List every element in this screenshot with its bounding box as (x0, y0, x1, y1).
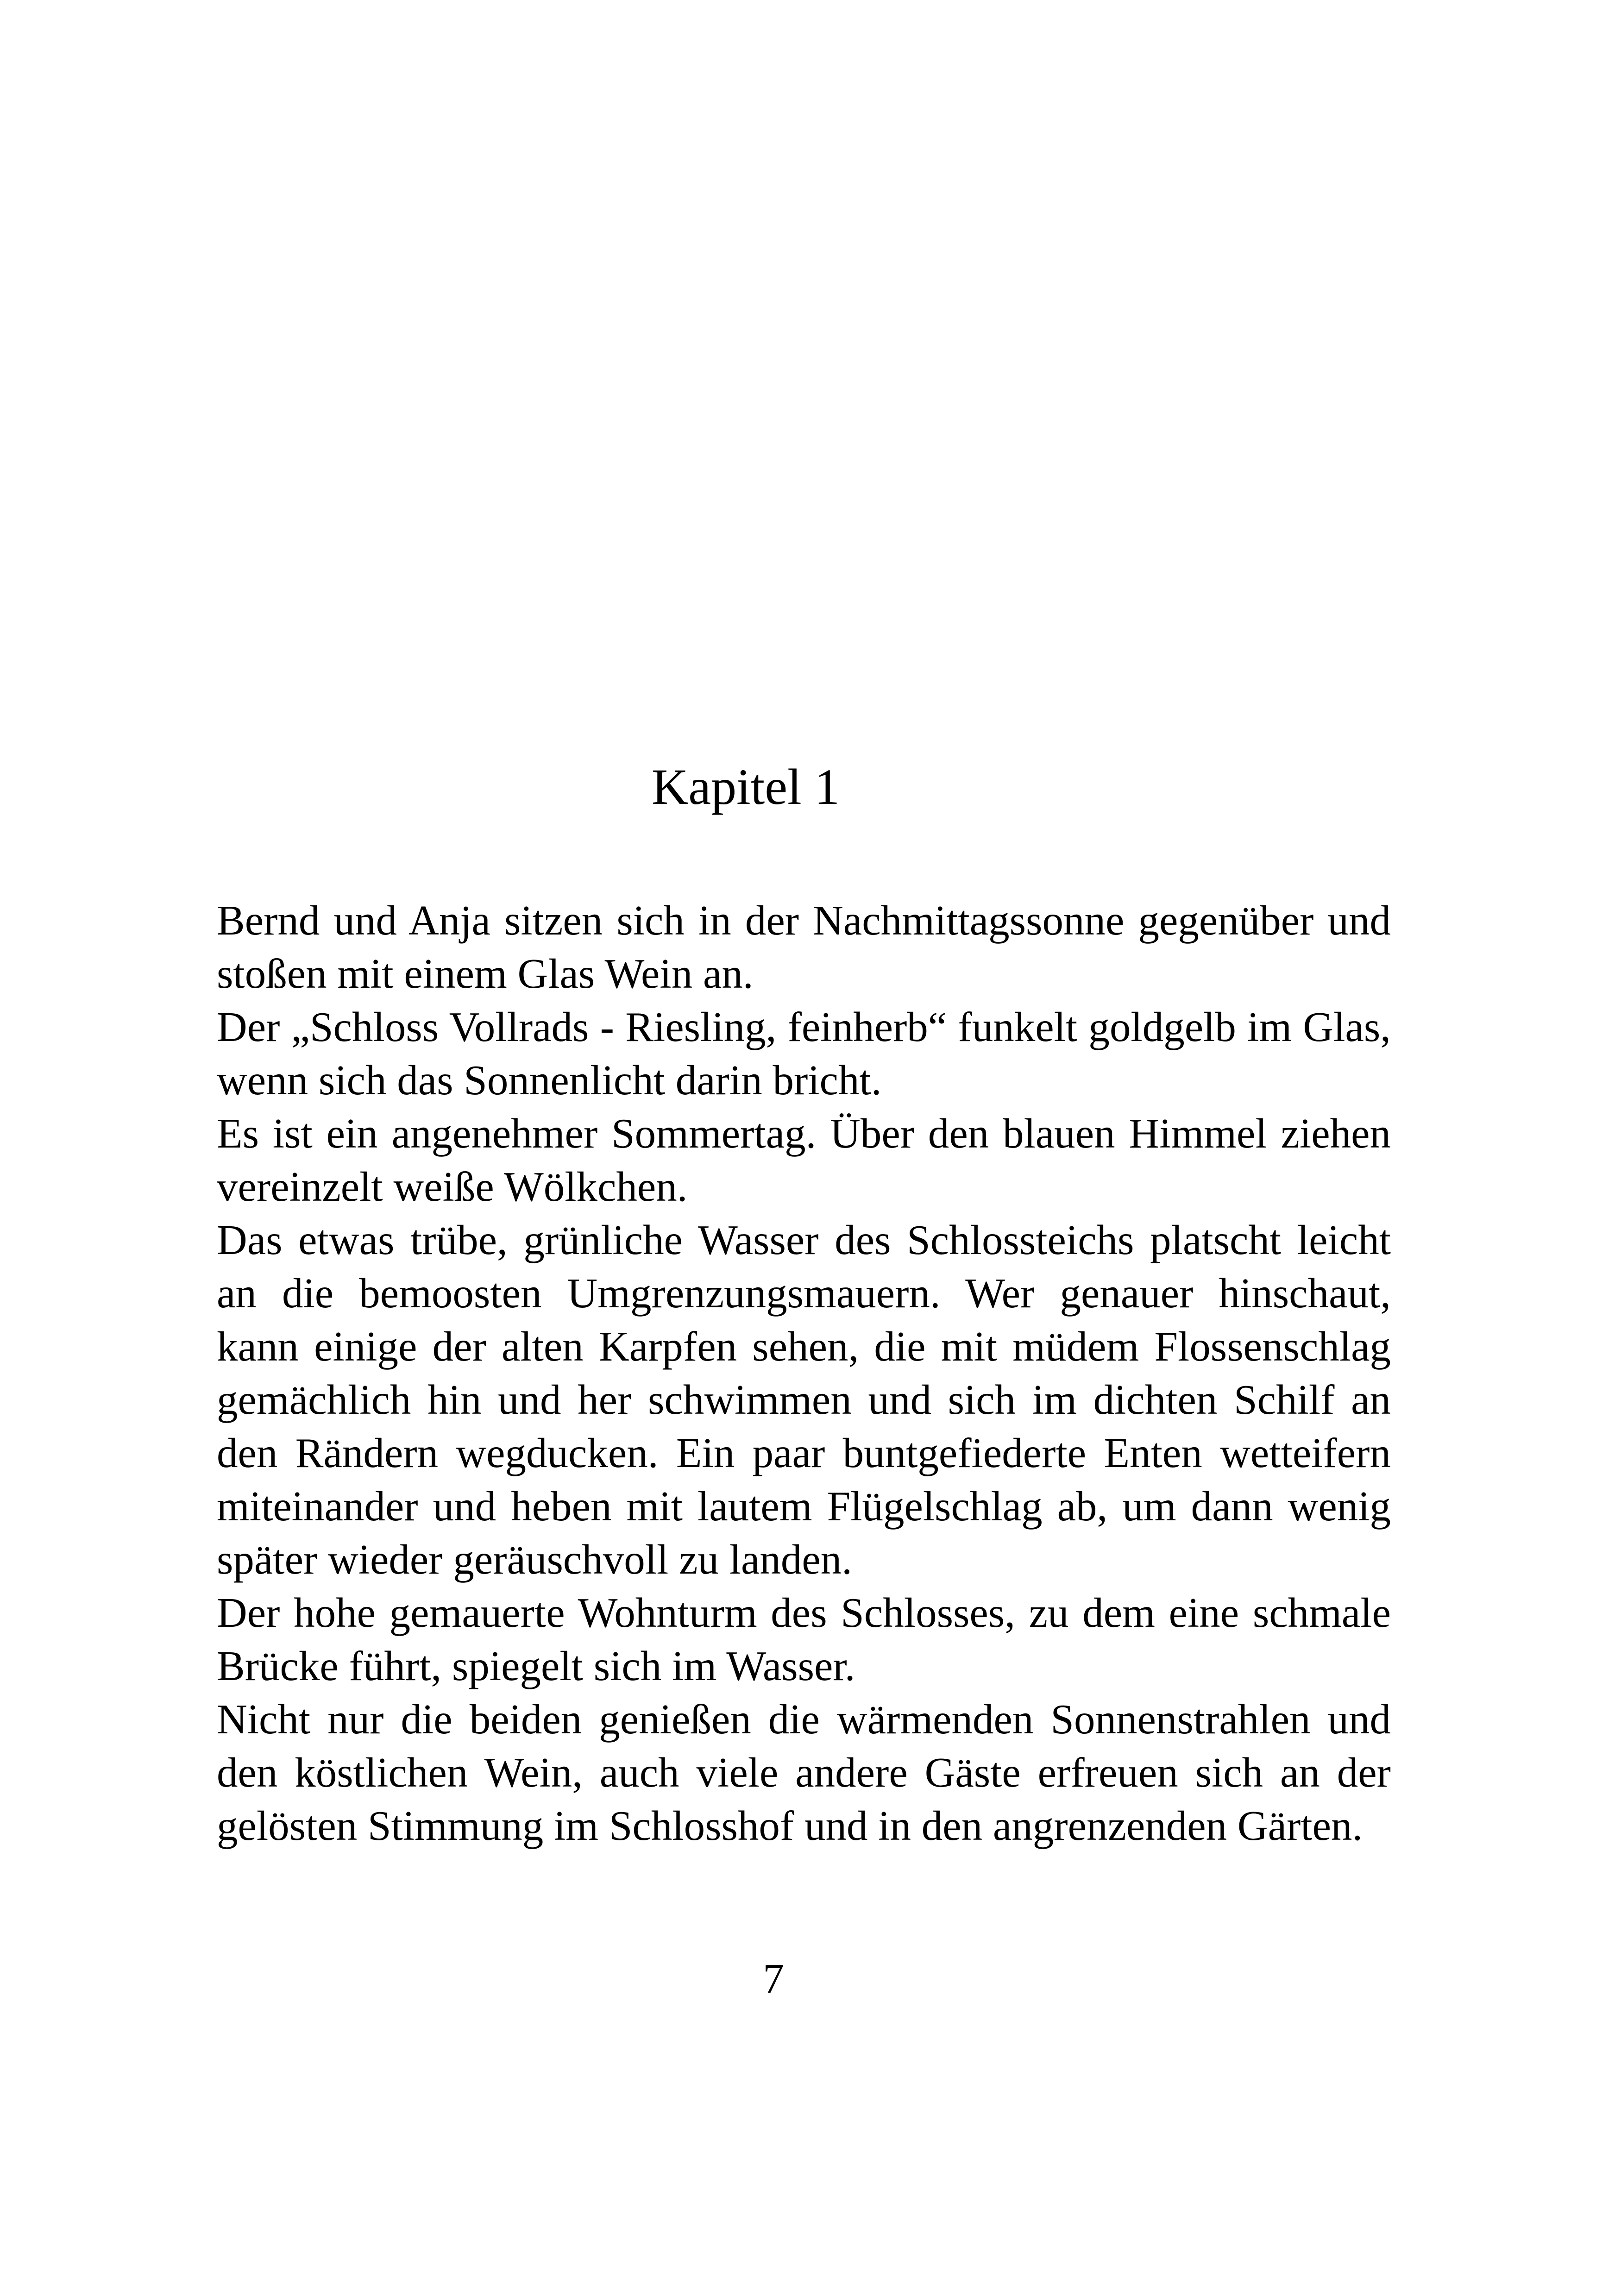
paragraph: Der hohe gemauerte Wohnturm des Schlosses, zu dem eine schmale Brücke führt, spiegelt sich im Wasser. (217, 1589, 1391, 1689)
paragraph: Nicht nur die beiden genießen die wärmenden Sonnenstrahlen und den köstlichen Wein, auch viele andere Gäste erfreuen sich an der gelösten Stimmung im Schlosshof und in den angrenzenden Gärten. (217, 1696, 1391, 1849)
paragraph: Das etwas trübe, grünliche Wasser des Schlossteichs platscht leicht an die bemoosten Umgrenzungsmauern. Wer genauer hinschaut, kann einige der alten Karpfen sehen, die mit müdem Flossenschlag gemächlich hin und her schwimmen und sich im dichten Schilf an den Rändern wegducken. Ein paar buntgefiederte Enten wetteifern miteinander und heben mit lautem Flügelschlag ab, um dann wenig später wieder geräuschvoll zu landen. (217, 1217, 1391, 1583)
chapter-title: Kapitel 1 (651, 758, 840, 815)
paragraph: Es ist ein angenehmer Sommertag. Über den blauen Himmel ziehen vereinzelt weiße Wölkchen. (217, 1110, 1391, 1210)
paragraph: Bernd und Anja sitzen sich in der Nachmittagssonne gegenüber und stoßen mit einem Glas Wein an. (217, 897, 1391, 997)
chapter-text (217, 894, 1391, 1852)
paragraph: Der „Schloss Vollrads - Riesling, feinherb“ funkelt goldgelb im Glas, wenn sich das Sonnenlicht darin bricht. (217, 1004, 1391, 1104)
page-number: 7 (763, 1955, 784, 2002)
